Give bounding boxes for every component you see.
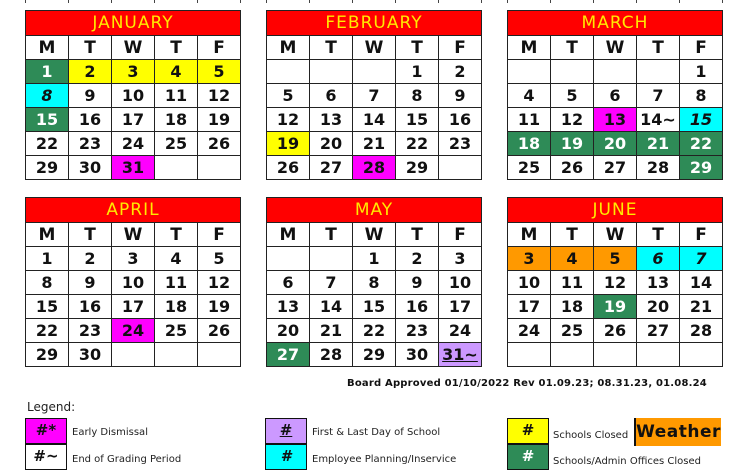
- day-cell: 9: [396, 271, 439, 295]
- day-cell: 24: [112, 319, 155, 343]
- previous-row-edge: [0, 0, 750, 3]
- day-cell: [155, 343, 198, 367]
- day-cell: 30: [69, 156, 112, 180]
- weekday-header: F: [680, 36, 723, 60]
- weekday-header: T: [551, 223, 594, 247]
- day-cell: 1: [26, 60, 69, 84]
- day-cell: [310, 60, 353, 84]
- legend-title: Legend:: [27, 400, 76, 414]
- day-cell: 6: [310, 84, 353, 108]
- day-cell: 26: [198, 132, 241, 156]
- day-cell: 28: [637, 156, 680, 180]
- weekday-header: M: [26, 223, 69, 247]
- day-cell: [594, 343, 637, 367]
- day-cell: 25: [155, 132, 198, 156]
- day-cell: 5: [198, 60, 241, 84]
- weekday-header: T: [551, 36, 594, 60]
- day-cell: 12: [198, 84, 241, 108]
- day-cell: 7: [637, 84, 680, 108]
- day-cell: 23: [69, 319, 112, 343]
- legend-weather-badge: Weather: [634, 418, 721, 446]
- day-cell: 22: [396, 132, 439, 156]
- weekday-header: M: [26, 36, 69, 60]
- day-cell: 6: [637, 247, 680, 271]
- day-cell: 19: [594, 295, 637, 319]
- day-cell: 19: [198, 295, 241, 319]
- legend-swatch-first-last-day: #: [265, 418, 307, 444]
- day-cell: 29: [396, 156, 439, 180]
- day-cell: 27: [267, 343, 310, 367]
- day-cell: 29: [353, 343, 396, 367]
- day-cell: 15: [353, 295, 396, 319]
- day-cell: 29: [680, 156, 723, 180]
- day-cell: 13: [267, 295, 310, 319]
- day-cell: 18: [508, 132, 551, 156]
- day-cell: 22: [26, 132, 69, 156]
- day-cell: [680, 343, 723, 367]
- day-cell: 17: [112, 108, 155, 132]
- month-title: JANUARY: [26, 11, 241, 36]
- day-cell: 11: [508, 108, 551, 132]
- day-cell: 20: [594, 132, 637, 156]
- weekday-header: F: [439, 223, 482, 247]
- day-cell: 11: [551, 271, 594, 295]
- weekday-header: T: [69, 36, 112, 60]
- day-cell: 7: [310, 271, 353, 295]
- weekday-header: T: [310, 223, 353, 247]
- day-cell: 16: [69, 108, 112, 132]
- day-cell: 18: [551, 295, 594, 319]
- day-cell: 24: [439, 319, 482, 343]
- day-cell: 14: [680, 271, 723, 295]
- month-january: [25, 10, 241, 180]
- legend-swatch-early-dismissal: #*: [25, 418, 67, 444]
- day-cell: 8: [26, 271, 69, 295]
- weekday-header: M: [267, 223, 310, 247]
- day-cell: [637, 343, 680, 367]
- day-cell: 13: [310, 108, 353, 132]
- day-cell: 24: [112, 132, 155, 156]
- day-cell: 14~: [637, 108, 680, 132]
- day-cell: 27: [594, 156, 637, 180]
- month-march: [507, 10, 723, 180]
- day-cell: 1: [26, 247, 69, 271]
- day-cell: 24: [508, 319, 551, 343]
- day-cell: [310, 247, 353, 271]
- day-cell: 19: [551, 132, 594, 156]
- legend-label-schools-closed: Schools Closed: [553, 430, 629, 441]
- month-title: APRIL: [26, 198, 241, 223]
- legend-swatch-schools-admin-closed: #: [507, 444, 549, 470]
- day-cell: [267, 247, 310, 271]
- day-cell: 9: [69, 84, 112, 108]
- day-cell: [551, 60, 594, 84]
- day-cell: 16: [69, 295, 112, 319]
- day-cell: 29: [26, 156, 69, 180]
- legend-label-end-of-grading: End of Grading Period: [72, 454, 182, 465]
- day-cell: 1: [396, 60, 439, 84]
- weekday-header: T: [155, 223, 198, 247]
- day-cell: 16: [439, 108, 482, 132]
- weekday-header: T: [637, 223, 680, 247]
- day-cell: [155, 156, 198, 180]
- month-title: JUNE: [508, 198, 723, 223]
- day-cell: 12: [594, 271, 637, 295]
- day-cell: 9: [439, 84, 482, 108]
- day-cell: 21: [353, 132, 396, 156]
- day-cell: 26: [551, 156, 594, 180]
- weekday-header: T: [396, 36, 439, 60]
- day-cell: 22: [353, 319, 396, 343]
- day-cell: 14: [353, 108, 396, 132]
- day-cell: 19: [267, 132, 310, 156]
- day-cell: 14: [310, 295, 353, 319]
- day-cell: 1: [680, 60, 723, 84]
- day-cell: 15: [26, 108, 69, 132]
- day-cell: 18: [155, 108, 198, 132]
- day-cell: 30: [396, 343, 439, 367]
- day-cell: 2: [69, 247, 112, 271]
- month-title: MAY: [267, 198, 482, 223]
- day-cell: 20: [267, 319, 310, 343]
- legend-label-early-dismissal: Early Dismissal: [72, 427, 148, 438]
- day-cell: 13: [637, 271, 680, 295]
- weekday-header: W: [112, 36, 155, 60]
- month-february: [266, 10, 482, 180]
- weekday-header: F: [198, 36, 241, 60]
- day-cell: 27: [310, 156, 353, 180]
- day-cell: [198, 343, 241, 367]
- day-cell: 8: [680, 84, 723, 108]
- weekday-header: T: [69, 223, 112, 247]
- day-cell: [508, 60, 551, 84]
- weekday-header: W: [112, 223, 155, 247]
- day-cell: 3: [112, 60, 155, 84]
- day-cell: [353, 60, 396, 84]
- day-cell: 15: [680, 108, 723, 132]
- weekday-header: W: [353, 36, 396, 60]
- day-cell: 31: [112, 156, 155, 180]
- day-cell: 15: [26, 295, 69, 319]
- day-cell: 22: [680, 132, 723, 156]
- month-june: [507, 197, 723, 367]
- day-cell: 23: [396, 319, 439, 343]
- day-cell: 26: [267, 156, 310, 180]
- day-cell: 10: [112, 271, 155, 295]
- day-cell: 6: [267, 271, 310, 295]
- day-cell: 27: [637, 319, 680, 343]
- day-cell: 17: [439, 295, 482, 319]
- day-cell: 29: [26, 343, 69, 367]
- day-cell: 28: [680, 319, 723, 343]
- day-cell: 4: [508, 84, 551, 108]
- month-april: [25, 197, 241, 367]
- day-cell: 15: [396, 108, 439, 132]
- day-cell: [551, 343, 594, 367]
- legend-swatch-end-of-grading: #~: [25, 444, 67, 470]
- legend-label-employee-planning: Employee Planning/Inservice: [312, 454, 457, 465]
- weekday-header: W: [594, 36, 637, 60]
- weekday-header: M: [267, 36, 310, 60]
- weekday-header: W: [353, 223, 396, 247]
- day-cell: 28: [353, 156, 396, 180]
- weekday-header: M: [508, 223, 551, 247]
- day-cell: 3: [112, 247, 155, 271]
- day-cell: 3: [508, 247, 551, 271]
- weekday-header: F: [198, 223, 241, 247]
- day-cell: 4: [155, 247, 198, 271]
- day-cell: 10: [112, 84, 155, 108]
- day-cell: 7: [680, 247, 723, 271]
- weekday-header: W: [594, 223, 637, 247]
- month-may: [266, 197, 482, 367]
- day-cell: [508, 343, 551, 367]
- day-cell: 20: [637, 295, 680, 319]
- day-cell: 10: [439, 271, 482, 295]
- day-cell: 16: [396, 295, 439, 319]
- board-approval-note: Board Approved 01/10/2022 Rev 01.09.23; 08.31.23, 01.08.24: [347, 378, 707, 389]
- legend-swatch-schools-closed: #: [507, 418, 549, 444]
- legend-label-first-last-day: First & Last Day of School: [312, 427, 441, 438]
- day-cell: 5: [594, 247, 637, 271]
- day-cell: 4: [551, 247, 594, 271]
- day-cell: 7: [353, 84, 396, 108]
- day-cell: 2: [439, 60, 482, 84]
- day-cell: 25: [155, 319, 198, 343]
- day-cell: 21: [637, 132, 680, 156]
- weekday-header: T: [310, 36, 353, 60]
- month-title: FEBRUARY: [267, 11, 482, 36]
- day-cell: 8: [26, 84, 69, 108]
- day-cell: 5: [198, 247, 241, 271]
- weekday-header: T: [396, 223, 439, 247]
- day-cell: 5: [551, 84, 594, 108]
- day-cell: 11: [155, 271, 198, 295]
- day-cell: 19: [198, 108, 241, 132]
- day-cell: 23: [69, 132, 112, 156]
- day-cell: 20: [310, 132, 353, 156]
- day-cell: 26: [594, 319, 637, 343]
- day-cell: 30: [69, 343, 112, 367]
- day-cell: 4: [155, 60, 198, 84]
- day-cell: 2: [396, 247, 439, 271]
- weekday-header: T: [637, 36, 680, 60]
- day-cell: [439, 156, 482, 180]
- day-cell: 6: [594, 84, 637, 108]
- day-cell: 23: [439, 132, 482, 156]
- day-cell: 2: [69, 60, 112, 84]
- day-cell: 21: [310, 319, 353, 343]
- weekday-header: M: [508, 36, 551, 60]
- day-cell: 31~: [439, 343, 482, 367]
- day-cell: 17: [112, 295, 155, 319]
- day-cell: 12: [267, 108, 310, 132]
- weekday-header: F: [680, 223, 723, 247]
- day-cell: 21: [680, 295, 723, 319]
- day-cell: 12: [198, 271, 241, 295]
- day-cell: 26: [198, 319, 241, 343]
- day-cell: 9: [69, 271, 112, 295]
- day-cell: 13: [594, 108, 637, 132]
- day-cell: 25: [551, 319, 594, 343]
- day-cell: 8: [396, 84, 439, 108]
- month-title: MARCH: [508, 11, 723, 36]
- day-cell: 28: [310, 343, 353, 367]
- day-cell: [637, 60, 680, 84]
- day-cell: 8: [353, 271, 396, 295]
- day-cell: 3: [439, 247, 482, 271]
- day-cell: 5: [267, 84, 310, 108]
- weekday-header: T: [155, 36, 198, 60]
- day-cell: 18: [155, 295, 198, 319]
- legend-label-schools-admin-closed: Schools/Admin Offices Closed: [553, 456, 701, 467]
- day-cell: 12: [551, 108, 594, 132]
- day-cell: [267, 60, 310, 84]
- day-cell: 17: [508, 295, 551, 319]
- day-cell: 10: [508, 271, 551, 295]
- day-cell: 22: [26, 319, 69, 343]
- legend-swatch-employee-planning: #: [265, 444, 307, 470]
- day-cell: [594, 60, 637, 84]
- day-cell: [112, 343, 155, 367]
- day-cell: 25: [508, 156, 551, 180]
- weekday-header: F: [439, 36, 482, 60]
- day-cell: [198, 156, 241, 180]
- day-cell: 11: [155, 84, 198, 108]
- day-cell: 1: [353, 247, 396, 271]
